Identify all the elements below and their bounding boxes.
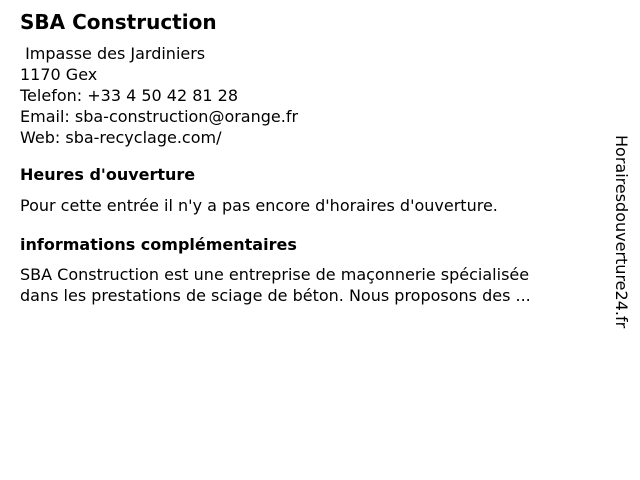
- site-brand-watermark: Horairesdouverture24.fr: [612, 135, 631, 329]
- address-street: Impasse des Jardiniers: [20, 44, 206, 63]
- additional-info-heading: informations complémentaires: [20, 235, 297, 254]
- additional-info-text: [20, 264, 590, 306]
- opening-hours-text: Pour cette entrée il n'y a pas encore d'horaires d'ouverture.: [20, 196, 498, 215]
- business-name: SBA Construction: [20, 10, 217, 34]
- opening-hours-heading: Heures d'ouverture: [20, 165, 196, 184]
- address-city: 1170 Gex: [20, 65, 98, 84]
- additional-info-line-2: dans les prestations de sciage de béton. Nous proposons des ...: [20, 286, 531, 305]
- contact-block: [20, 43, 298, 148]
- phone-line: Telefon: +33 4 50 42 81 28: [20, 86, 239, 105]
- email-line: Email: sba-construction@orange.fr: [20, 107, 299, 126]
- website-line: Web: sba-recyclage.com/: [20, 128, 222, 147]
- additional-info-line-1: SBA Construction est une entreprise de maçonnerie spécialisée: [20, 265, 530, 284]
